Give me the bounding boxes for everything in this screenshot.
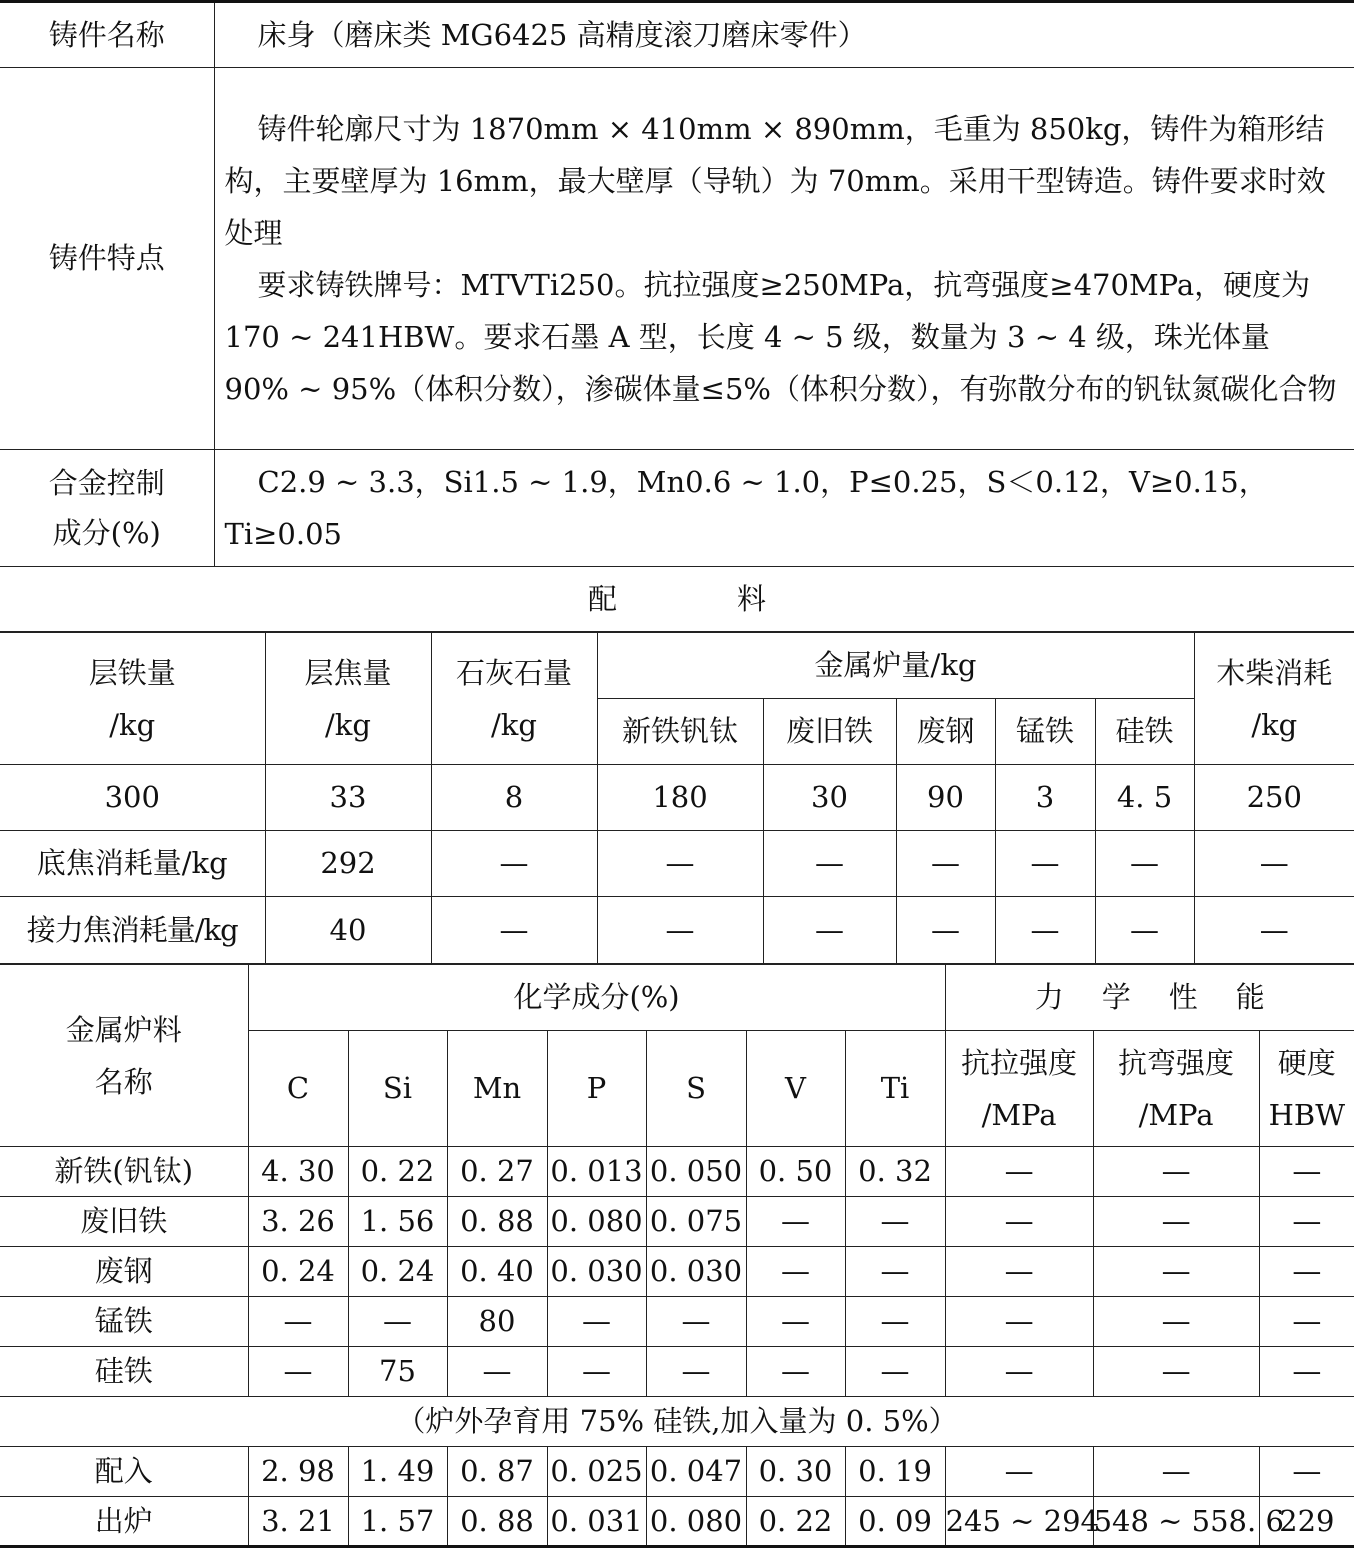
table-cell: 8 (431, 765, 597, 831)
table-cell: — (431, 897, 597, 964)
limestone-title: 石灰石量 (455, 655, 572, 690)
table-cell: — (845, 1297, 945, 1347)
table-cell: — (945, 1347, 1093, 1397)
sub-header-ferromanganese: 锰铁 (995, 699, 1095, 765)
table-cell: — (945, 1247, 1093, 1297)
table-cell: 30 (763, 765, 896, 831)
table-cell: — (1259, 1247, 1354, 1297)
table-cell: — (547, 1297, 646, 1347)
table-cell: 0. 87 (447, 1447, 547, 1497)
table-cell: — (248, 1297, 348, 1347)
table-cell: 0. 080 (547, 1197, 646, 1247)
sub-header-ferrosilicon: 硅铁 (1095, 699, 1194, 765)
table-cell: 0. 24 (248, 1247, 348, 1297)
table-cell: 0. 27 (447, 1147, 547, 1197)
hardness-title: 硬度 (1277, 1045, 1336, 1080)
table-row (0, 1447, 1354, 1497)
table-cell: 0. 080 (646, 1497, 746, 1547)
bending-unit: /MPa (1138, 1097, 1214, 1132)
table-cell: — (746, 1347, 845, 1397)
relay-coke-label: 接力焦消耗量/kg (0, 897, 265, 964)
material-name-line-2: 名称 (94, 1064, 153, 1099)
table-cell: — (447, 1347, 547, 1397)
table-cell: 4. 30 (248, 1147, 348, 1197)
composition-table (0, 964, 1354, 1548)
table-cell: — (763, 897, 896, 964)
table-cell: — (1095, 897, 1194, 964)
charge-values-row (0, 765, 1354, 831)
element-p-header: P (547, 1031, 646, 1147)
element-mn-header: Mn (447, 1031, 547, 1147)
table-cell: 300 (0, 765, 265, 831)
table-cell: 250 (1194, 765, 1354, 831)
table-cell: — (1095, 831, 1194, 897)
bottom-coke-label: 底焦消耗量/kg (0, 831, 265, 897)
table-cell: 0. 050 (646, 1147, 746, 1197)
table-cell: — (1259, 1347, 1354, 1397)
table-cell: — (646, 1347, 746, 1397)
hardness-unit: HBW (1268, 1097, 1346, 1132)
element-v-header: V (746, 1031, 845, 1147)
layer-coke-title: 层焦量 (304, 655, 392, 690)
table-cell: — (995, 831, 1095, 897)
tensile-unit: /MPa (981, 1097, 1057, 1132)
charge-section-title: 配料 (0, 567, 1354, 632)
tensile-strength-header (945, 1031, 1093, 1147)
table-cell: 0. 031 (547, 1497, 646, 1547)
alloy-label (0, 450, 214, 567)
layer-iron-header (0, 633, 265, 765)
table-cell: — (1259, 1147, 1354, 1197)
element-c-header: C (248, 1031, 348, 1147)
table-cell: 75 (348, 1347, 447, 1397)
table-cell: — (1093, 1147, 1259, 1197)
table-cell: — (896, 897, 995, 964)
layer-iron-unit: /kg (109, 707, 156, 742)
alloy-label-line-2: 成分(%) (52, 516, 161, 550)
table-cell: — (1259, 1297, 1354, 1347)
table-cell: — (1093, 1347, 1259, 1397)
alloy-row (0, 450, 1354, 567)
table-cell: 1. 57 (348, 1497, 447, 1547)
table-cell: — (945, 1147, 1093, 1197)
table-cell: 0. 030 (547, 1247, 646, 1297)
layer-iron-title: 层铁量 (88, 655, 176, 690)
table-cell: 245 ~ 294 (945, 1497, 1093, 1547)
layer-coke-unit: /kg (325, 707, 371, 742)
table-cell: — (1093, 1297, 1259, 1347)
table-cell: 80 (447, 1297, 547, 1347)
table-cell: 0. 075 (646, 1197, 746, 1247)
table-cell: — (995, 897, 1095, 964)
material-name-header (0, 965, 248, 1147)
table-cell: — (646, 1297, 746, 1347)
table-cell: — (845, 1247, 945, 1297)
name-row (0, 2, 1354, 68)
alloy-value: C2.9 ~ 3.3，Si1.5 ~ 1.9，Mn0.6 ~ 1.0，P≤0.25，S＜0.12，V≥0.15，Ti≥0.05 (214, 450, 1354, 567)
table-cell: — (1093, 1197, 1259, 1247)
table-cell: — (1194, 831, 1354, 897)
features-paragraph-1: 铸件轮廓尺寸为 1870mm × 410mm × 890mm，毛重为 850kg，铸件为箱形结构，主要壁厚为 16mm，最大壁厚（导轨）为 70mm。采用干型铸造。铸件要求时效处理 (224, 111, 1326, 250)
layer-coke-header (265, 633, 431, 765)
sub-header-scrap-steel: 废钢 (896, 699, 995, 765)
table-row (0, 1497, 1354, 1547)
wood-title: 木柴消耗 (1216, 655, 1333, 690)
table-cell: — (746, 1247, 845, 1297)
table-cell: 0. 30 (746, 1447, 845, 1497)
table-cell: 0. 50 (746, 1147, 845, 1197)
element-ti-header: Ti (845, 1031, 945, 1147)
table-cell: 0. 40 (447, 1247, 547, 1297)
table-cell: — (547, 1347, 646, 1397)
hardness-header (1259, 1031, 1354, 1147)
material-name-cell: 新铁(钒钛) (0, 1147, 248, 1197)
relay-coke-value: 40 (265, 897, 431, 964)
table-cell: 0. 19 (845, 1447, 945, 1497)
table-cell: — (348, 1297, 447, 1347)
table-cell: 0. 025 (547, 1447, 646, 1497)
table-cell: 0. 88 (447, 1197, 547, 1247)
table-cell: — (431, 831, 597, 897)
table-row (0, 1197, 1354, 1247)
material-rows (0, 1147, 1354, 1397)
casting-name-label: 铸件名称 (0, 2, 214, 68)
table-row (0, 1247, 1354, 1297)
table-cell: 2. 98 (248, 1447, 348, 1497)
inoculation-note-row (0, 1397, 1354, 1447)
table-cell: — (746, 1197, 845, 1247)
table-cell: 0. 24 (348, 1247, 447, 1297)
features-row (0, 68, 1354, 450)
material-name-cell: 锰铁 (0, 1297, 248, 1347)
wood-unit: /kg (1251, 707, 1298, 742)
bending-strength-header (1093, 1031, 1259, 1147)
table-cell: 0. 32 (845, 1147, 945, 1197)
bottom-coke-value: 292 (265, 831, 431, 897)
features-paragraph-2: 要求铸铁牌号：MTVTi250。抗拉强度≥250MPa，抗弯强度≥470MPa，硬度为 170 ~ 241HBW。要求石墨 A 型，长度 4 ~ 5 级，数量为 3 ~ 4 级，珠光体量 90% ~ 95%（体积分数），渗碳体量≤5%（体积分数），有弥散分布的钒钛氮碳化合物 (224, 267, 1337, 406)
casting-info-table (0, 0, 1354, 567)
metal-charge-header: 金属炉量/kg (597, 633, 1194, 699)
table-cell: 1. 56 (348, 1197, 447, 1247)
table-cell: 1. 49 (348, 1447, 447, 1497)
table-cell: — (597, 897, 763, 964)
table-cell: — (945, 1197, 1093, 1247)
table-row (0, 1147, 1354, 1197)
table-cell: 0. 22 (348, 1147, 447, 1197)
table-cell: — (845, 1197, 945, 1247)
table-row (0, 1347, 1354, 1397)
relay-coke-row (0, 897, 1354, 964)
chemical-composition-header: 化学成分(%) (248, 965, 945, 1031)
table-row (0, 1297, 1354, 1347)
charge-header-row-1 (0, 633, 1354, 699)
table-cell: 0. 030 (646, 1247, 746, 1297)
material-name-cell: 废旧铁 (0, 1197, 248, 1247)
material-name-line-1: 金属炉料 (65, 1012, 182, 1047)
casting-name-value: 床身（磨床类 MG6425 高精度滚刀磨床零件） (214, 2, 1354, 68)
table-cell: 0. 88 (447, 1497, 547, 1547)
table-cell: — (1194, 897, 1354, 964)
inoculation-note: （炉外孕育用 75% 硅铁,加入量为 0. 5%） (0, 1397, 1354, 1447)
sub-header-scrap-iron: 废旧铁 (763, 699, 896, 765)
table-cell: — (945, 1447, 1093, 1497)
table-cell: — (1259, 1197, 1354, 1247)
tensile-title: 抗拉强度 (961, 1045, 1078, 1080)
material-name-cell: 废钢 (0, 1247, 248, 1297)
table-cell: 3 (995, 765, 1095, 831)
element-si-header: Si (348, 1031, 447, 1147)
sub-header-new-iron: 新铁钒钛 (597, 699, 763, 765)
table-cell: 0. 013 (547, 1147, 646, 1197)
table-cell: 0. 22 (746, 1497, 845, 1547)
table-cell: — (746, 1297, 845, 1347)
table-cell: — (1259, 1447, 1354, 1497)
table-cell: 4. 5 (1095, 765, 1194, 831)
table-cell: — (1093, 1247, 1259, 1297)
table-cell: — (597, 831, 763, 897)
table-cell: 90 (896, 765, 995, 831)
limestone-header (431, 633, 597, 765)
material-name-cell: 配入 (0, 1447, 248, 1497)
table-cell: — (845, 1347, 945, 1397)
table-cell: — (1093, 1447, 1259, 1497)
composition-header-row-1 (0, 965, 1354, 1031)
element-s-header: S (646, 1031, 746, 1147)
table-cell: — (763, 831, 896, 897)
alloy-label-line-1: 合金控制 (48, 466, 165, 500)
table-cell: 3. 26 (248, 1197, 348, 1247)
limestone-unit: /kg (491, 707, 537, 742)
table-cell: 548 ~ 558. 6 (1093, 1497, 1259, 1547)
charge-table (0, 632, 1354, 964)
casting-features-label: 铸件特点 (0, 68, 214, 450)
table-cell: 3. 21 (248, 1497, 348, 1547)
material-name-cell: 出炉 (0, 1497, 248, 1547)
table-cell: 0. 09 (845, 1497, 945, 1547)
table-cell: — (945, 1297, 1093, 1347)
table-cell: — (896, 831, 995, 897)
casting-features-value (214, 68, 1354, 450)
bottom-coke-row (0, 831, 1354, 897)
material-name-cell: 硅铁 (0, 1347, 248, 1397)
table-cell: — (248, 1347, 348, 1397)
table-cell: 180 (597, 765, 763, 831)
mechanical-properties-header: 力学性能 (945, 965, 1354, 1031)
result-rows (0, 1447, 1354, 1547)
table-cell: 229 (1259, 1497, 1354, 1547)
wood-header (1194, 633, 1354, 765)
table-cell: 33 (265, 765, 431, 831)
table-cell: 0. 047 (646, 1447, 746, 1497)
bending-title: 抗弯强度 (1118, 1045, 1235, 1080)
